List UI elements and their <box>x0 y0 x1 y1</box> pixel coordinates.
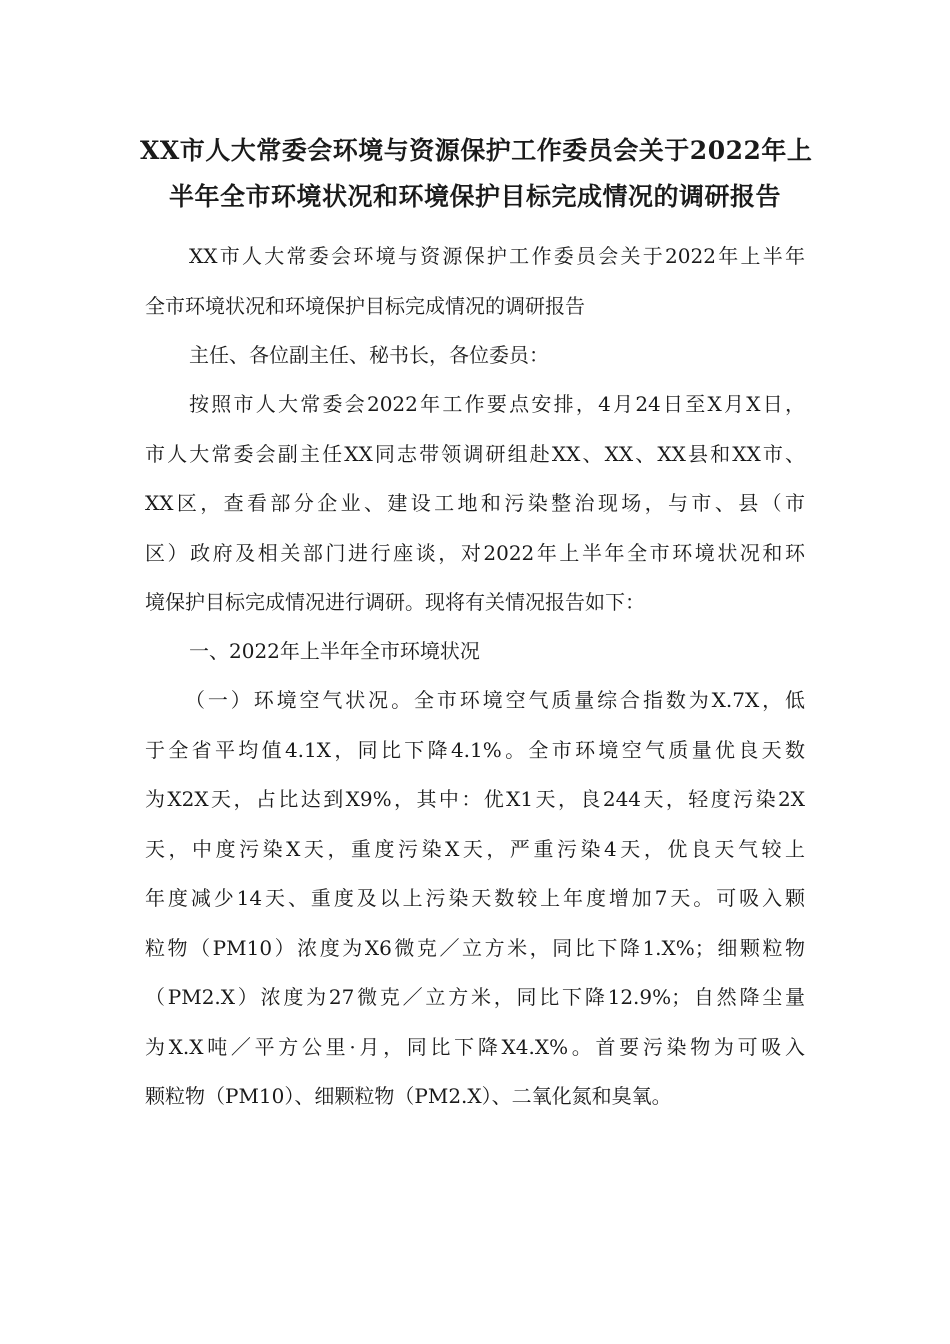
intro-paragraph <box>145 380 805 628</box>
salutation-line: 主任、各位副主任、秘书长，各位委员： <box>189 343 549 367</box>
document-title <box>140 128 813 220</box>
subtitle-paragraph <box>145 232 805 331</box>
air-line-9: 颗粒物（PM10）、细颗粒物（PM2.X）、二氧化氮和臭氧。 <box>145 1084 672 1108</box>
intro-line-1: 按照市人大常委会2022年工作要点安排，4月24日至X月X日， <box>189 392 805 416</box>
intro-line-2: 市人大常委会副主任XX同志带领调研组赴XX、XX、XX县和XX市、 <box>145 441 805 466</box>
air-line-3: 为X2X天，占比达到X9%，其中：优X1天，良244天，轻度污染2X <box>145 787 805 811</box>
air-line-1: （一）环境空气状况。全市环境空气质量综合指数为X.7X，低 <box>185 688 805 712</box>
section-heading <box>145 627 805 677</box>
title-line-2: 半年全市环境状况和环境保护目标完成情况的调研报告 <box>168 182 781 211</box>
air-line-2: 于全省平均值4.1X，同比下降4.1%。全市环境空气质量优良天数 <box>145 737 805 762</box>
air-line-4: 天，中度污染X天，重度污染X天，严重污染4天，优良天气较上 <box>145 836 805 861</box>
subtitle-line-2: 全市环境状况和环境保护目标完成情况的调研报告 <box>145 293 585 318</box>
air-quality-paragraph <box>145 676 805 1122</box>
intro-line-5: 境保护目标完成情况进行调研。现将有关情况报告如下： <box>145 590 645 614</box>
air-line-7: （PM2.X）浓度为27微克／立方米，同比下降12.9%；自然降尘量 <box>145 985 805 1009</box>
title-line-1: XX市人大常委会环境与资源保护工作委员会关于2022年上 <box>140 136 813 165</box>
intro-line-4: 区）政府及相关部门进行座谈，对2022年上半年全市环境状况和环 <box>145 540 805 565</box>
section-heading-text: 一、2022年上半年全市环境状况 <box>189 639 480 663</box>
subtitle-line-1: XX市人大常委会环境与资源保护工作委员会关于2022年上半年 <box>189 244 805 268</box>
salutation-paragraph <box>145 331 805 381</box>
air-line-8: 为X.X吨／平方公里·月，同比下降X4.X%。首要污染物为可吸入 <box>145 1034 805 1059</box>
air-line-6: 粒物（PM10）浓度为X6微克／立方米，同比下降1.X%；细颗粒物 <box>145 935 805 960</box>
air-line-5: 年度减少14天、重度及以上污染天数较上年度增加7天。可吸入颗 <box>145 886 805 910</box>
intro-line-3: XX区，查看部分企业、建设工地和污染整治现场，与市、县（市 <box>145 491 805 515</box>
